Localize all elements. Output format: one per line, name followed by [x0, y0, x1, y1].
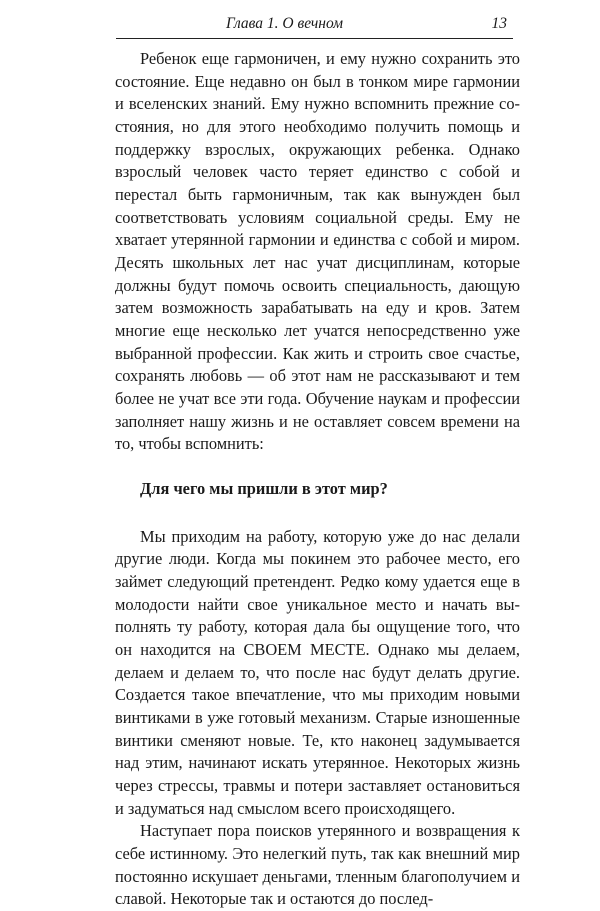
page-number: 13 — [491, 15, 507, 32]
running-header — [116, 14, 513, 39]
paragraph: Мы приходим на работу, которую уже до нас делали другие люди. Когда мы покинем это рабочее место, его займет следующий претендент. Редко кому удается еще в молодости найти свое уникальное место и начать выполнять ту работу, которая дала бы ощущение того, что он находится на СВОЕМ МЕСТЕ. Однако мы делаем, делаем и делаем то, что после нас будут делать другие. Создается такое впечатление, что мы приходим новыми винтиками в уже готовый механизм. Старые изношенные винтики сменяют новые. Те, кто наконец задумывается над этим, начинают искать утерянное. Некоторых жизнь через стрессы, травмы и потери заставляет остановиться и задуматься над смыслом всего происходящего. — [115, 526, 520, 818]
paragraph: Ребенок еще гармоничен, и ему нужно сохранить это состояние. Еще недавно он был в тонком мире гармонии и вселенских знаний. Ему нужно вспомнить прежние состояния, но для этого необходимо получить помощь и поддержку взрослых, окружающих ребенка. Однако взрослый человек часто теряет единство с собой и перестал быть гармоничным, так как вынужден был соответствовать условиям социальной среды. Ему не хватает утерянной гармонии и единства с собой и миром. Десять школьных лет нас учат дисциплинам, которые должны будут помочь освоить специальность, дающую затем возможность зарабатывать на еду и кров. Затем многие еще несколько лет учатся непосредственно уже выбранной профессии. Как жить и строить свое счастье, сохранять любовь — об этот нам не рассказывают и тем более не учат все эти года. Обучение наукам и профессии заполняет нашу жизнь и не оставляет совсем времени на то, чтобы вспомнить: — [115, 49, 520, 454]
paragraph: Наступает пора поисков утерянного и возвращения к себе истинному. Это нелегкий путь, так как внешний мир постоянно искушает деньгами, тленным благополучием и славой. Некоторые так и остаются до послед- — [115, 821, 520, 909]
page-body — [115, 48, 520, 911]
section-heading: Для чего мы пришли в этот мир? — [140, 478, 388, 498]
chapter-title: Глава 1. О вечном — [225, 15, 344, 32]
